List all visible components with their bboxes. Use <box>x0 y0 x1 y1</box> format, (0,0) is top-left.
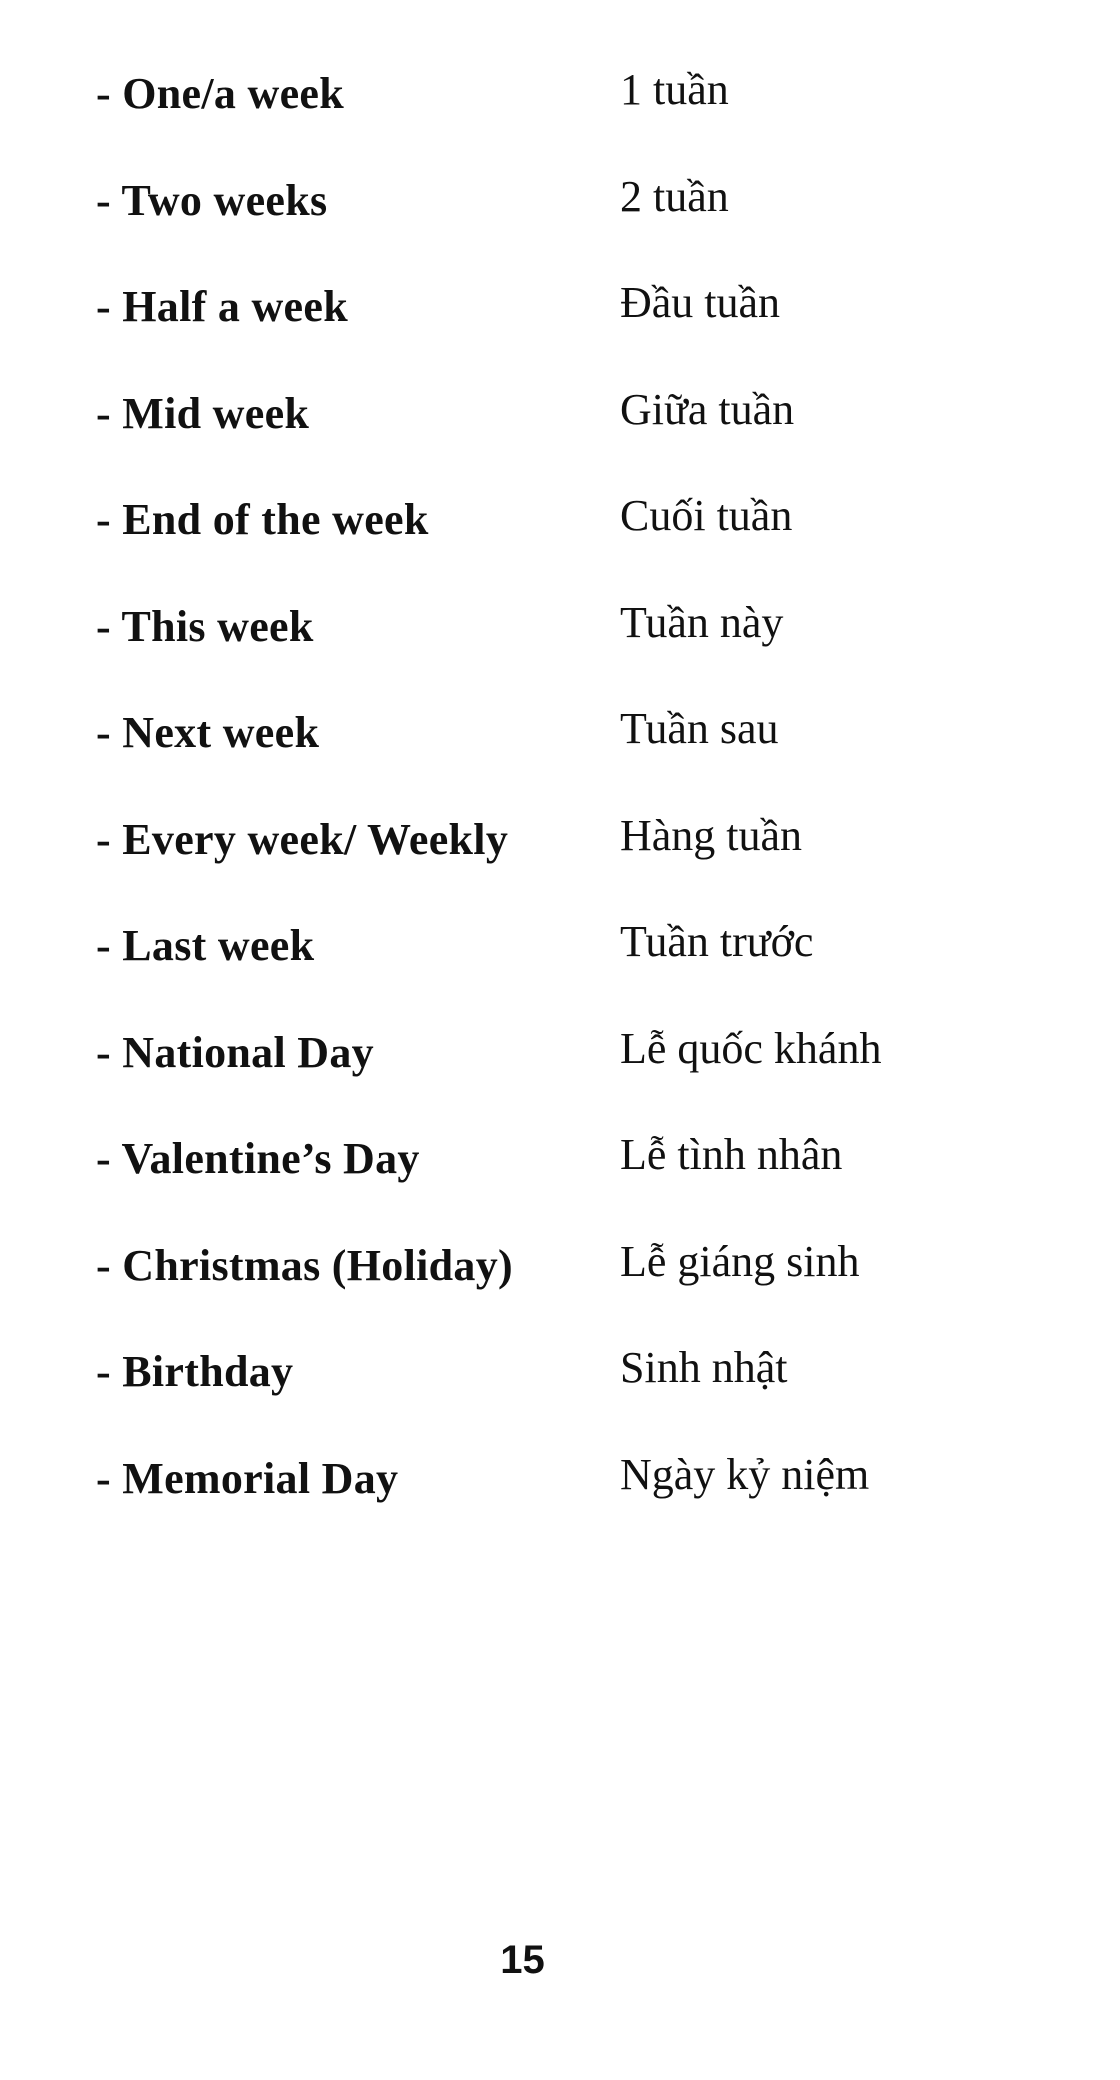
vietnamese-meaning: Giữa tuần <box>620 384 795 434</box>
english-term: - Mid week <box>96 388 310 438</box>
vocab-row <box>96 1238 996 1345</box>
english-term: - Two weeks <box>96 175 328 225</box>
vietnamese-meaning: Tuần sau <box>620 704 779 753</box>
vietnamese-meaning: 2 tuần <box>620 171 729 221</box>
vietnamese-meaning: Tuần trước <box>620 917 814 966</box>
english-term: - One/a week <box>96 69 345 118</box>
vocab-row <box>96 66 996 173</box>
vietnamese-meaning: Hàng tuần <box>620 810 803 860</box>
english-term: - Valentine’s Day <box>96 1134 420 1183</box>
english-term: - Last week <box>96 921 315 970</box>
vietnamese-meaning: Sinh nhật <box>620 1343 788 1392</box>
vocab-row <box>96 599 996 706</box>
english-term: - This week <box>96 601 314 651</box>
vocab-row <box>96 1451 996 1558</box>
english-term: - Memorial Day <box>96 1453 399 1503</box>
vietnamese-meaning: Đầu tuần <box>620 278 781 327</box>
vocab-row <box>96 1344 996 1451</box>
vocab-row <box>96 492 996 599</box>
page-number: 15 <box>500 1938 545 1982</box>
vietnamese-meaning: Tuần này <box>620 597 784 647</box>
vocab-row <box>96 1131 996 1238</box>
vocab-row <box>96 1025 996 1132</box>
vocab-row <box>96 386 996 493</box>
vocab-row <box>96 812 996 919</box>
vocab-row <box>96 279 996 386</box>
english-term: - Half a week <box>96 282 348 331</box>
english-term: - Birthday <box>96 1347 294 1396</box>
vietnamese-meaning: Lễ quốc khánh <box>620 1023 882 1073</box>
english-term: - Christmas (Holiday) <box>96 1240 513 1290</box>
vocab-row <box>96 918 996 1025</box>
vietnamese-meaning: Lễ giáng sinh <box>620 1236 860 1286</box>
english-term: - National Day <box>96 1027 374 1077</box>
vocab-row <box>96 173 996 280</box>
vocab-row <box>96 705 996 812</box>
english-term: - Next week <box>96 708 320 757</box>
english-term: - End of the week <box>96 495 429 544</box>
english-term: - Every week/ Weekly <box>96 814 509 864</box>
vietnamese-meaning: Ngày kỷ niệm <box>620 1449 870 1499</box>
vocabulary-list <box>96 66 996 1557</box>
vietnamese-meaning: Lễ tình nhân <box>620 1130 843 1179</box>
vietnamese-meaning: Cuối tuần <box>620 491 793 540</box>
vietnamese-meaning: 1 tuần <box>620 65 729 114</box>
